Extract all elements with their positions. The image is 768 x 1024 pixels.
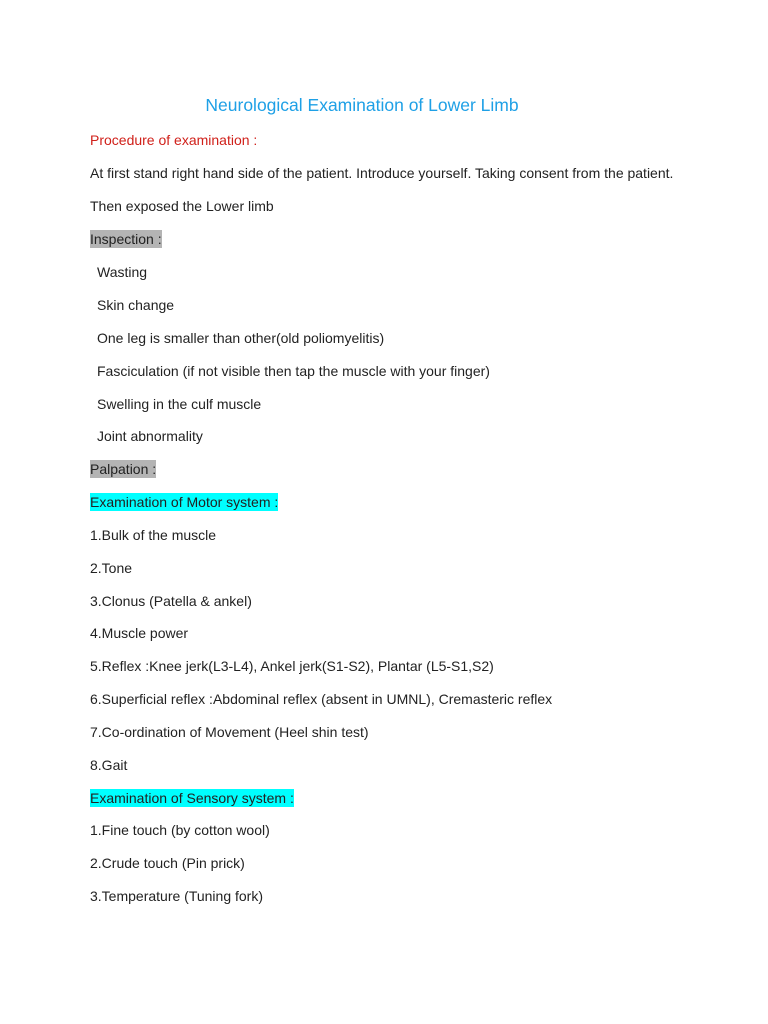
motor-item: 1.Bulk of the muscle — [90, 527, 217, 543]
motor-item: 5.Reflex :Knee jerk(L3-L4), Ankel jerk(S1-S2), Plantar (L5-S1,S2) — [90, 658, 494, 674]
motor-item: 4.Muscle power — [90, 625, 189, 641]
inspection-item: Fasciculation (if not visible then tap the muscle with your finger) — [97, 363, 490, 379]
inspection-heading-text: Inspection : — [90, 231, 162, 247]
motor-heading-text: Examination of Motor system : — [90, 494, 279, 510]
inspection-item: One leg is smaller than other(old poliomyelitis) — [97, 330, 385, 346]
sensory-heading — [90, 789, 294, 807]
motor-item: 7.Co-ordination of Movement (Heel shin test) — [90, 724, 369, 740]
inspection-heading — [90, 230, 162, 248]
motor-item: 8.Gait — [90, 757, 128, 773]
document-title: Neurological Examination of Lower Limb — [205, 95, 519, 115]
motor-item: 2.Tone — [90, 560, 133, 576]
palpation-heading-text: Palpation : — [90, 461, 157, 477]
sensory-item: 3.Temperature (Tuning fork) — [90, 888, 263, 904]
inspection-item: Wasting — [97, 264, 148, 280]
intro-line-1: At first stand right hand side of the patient. Introduce yourself. Taking consent from the patient. — [90, 165, 674, 181]
motor-item: 3.Clonus (Patella & ankel) — [90, 593, 252, 609]
motor-item: 6.Superficial reflex :Abdominal reflex (absent in UMNL), Cremasteric reflex — [90, 691, 553, 707]
procedure-heading: Procedure of examination : — [90, 132, 258, 148]
sensory-item: 2.Crude touch (Pin prick) — [90, 855, 245, 871]
palpation-heading — [90, 460, 156, 478]
motor-heading — [90, 493, 278, 511]
intro-line-2: Then exposed the Lower limb — [90, 198, 274, 214]
inspection-item: Skin change — [97, 297, 175, 313]
sensory-heading-text: Examination of Sensory system : — [90, 790, 294, 806]
inspection-item: Swelling in the culf muscle — [97, 396, 262, 412]
inspection-item: Joint abnormality — [97, 428, 203, 444]
sensory-item: 1.Fine touch (by cotton wool) — [90, 822, 270, 838]
